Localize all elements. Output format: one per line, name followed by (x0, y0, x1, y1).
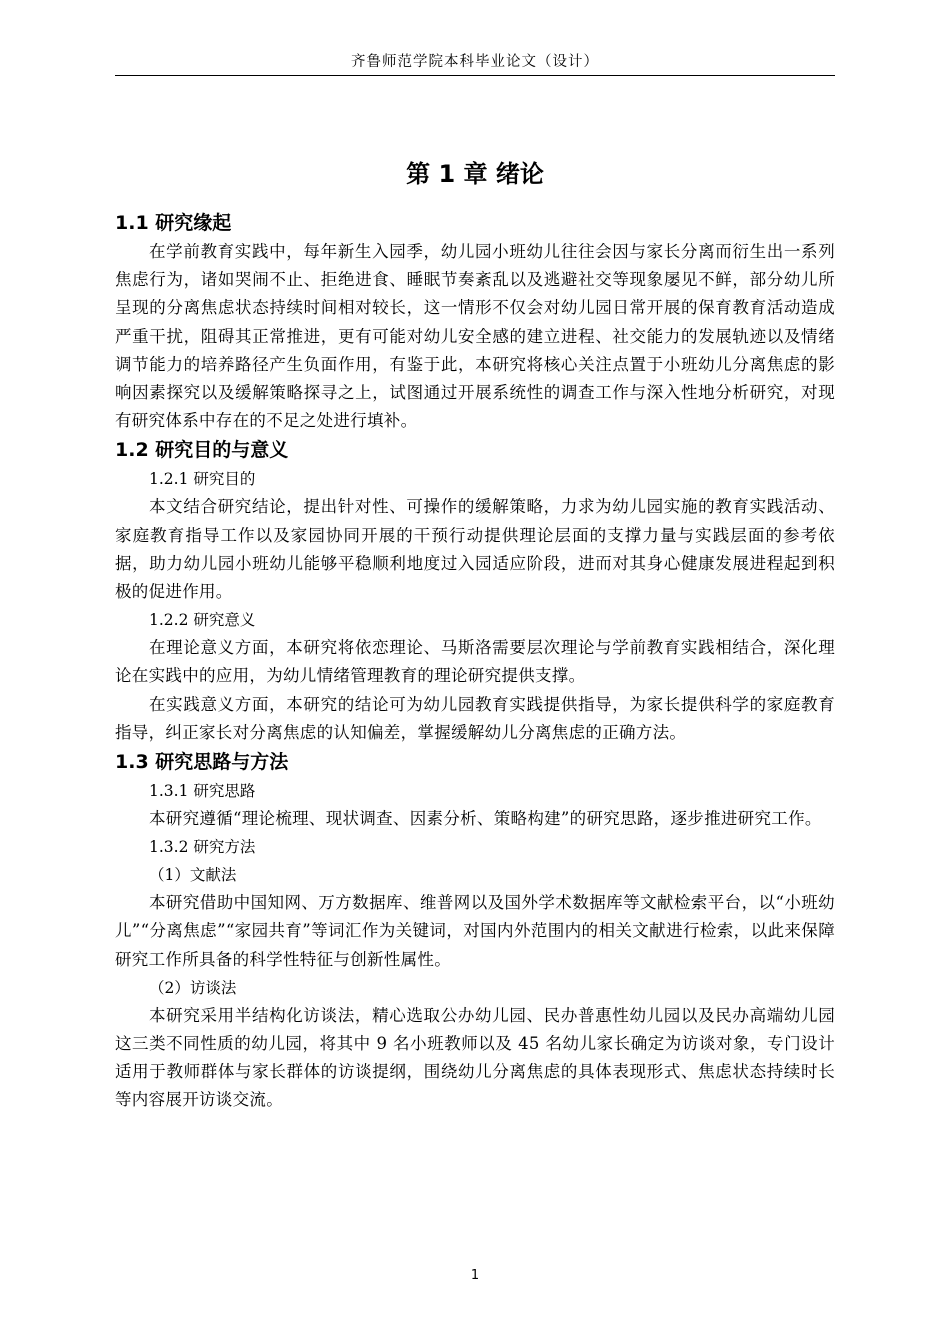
chapter-title: 第 1 章 绪论 (406, 160, 544, 188)
subsection-heading-1-3-2: 1.3.2 研究方法 (149, 838, 256, 857)
method-heading-literature: （1）文献法 (149, 866, 237, 885)
paragraph: 本研究借助中国知网、万方数据库、维普网以及国外学术数据库等文献检索平台，以“小班幼儿”“分离焦虑”“家园共育”等词汇作为关键词，对国内外范围内的相关文献进行检索，以此来保障研究工作所具备的科学性特征与创新性属性。 (115, 893, 835, 969)
method-heading-interview: （2）访谈法 (149, 978, 237, 997)
page-body (115, 154, 835, 1115)
header-rule (115, 75, 835, 76)
section-heading-1-2: 1.2 研究目的与意义 (115, 439, 289, 462)
paragraph: 在学前教育实践中，每年新生入园季，幼儿园小班幼儿往往会因与家长分离而衍生出一系列焦虑行为，诸如哭闹不止、拒绝进食、睡眠节奏紊乱以及逃避社交等现象屡见不鲜，部分幼儿所呈现的分离焦虑状态持续时间相对较长，这一情形不仅会对幼儿园日常开展的保育教育活动造成严重干扰，阻碍其正常推进，更有可能对幼儿安全感的建立进程、社交能力的发展轨迹以及情绪调节能力的培养路径产生负面作用，有鉴于此，本研究将核心关注点置于小班幼儿分离焦虑的影响因素探究以及缓解策略探寻之上，试图通过开展系统性的调查工作与深入性地分析研究，对现有研究体系中存在的不足之处进行填补。 (115, 242, 835, 431)
subsection-heading-1-2-2: 1.2.2 研究意义 (149, 611, 256, 630)
page-number: 1 (470, 1268, 480, 1283)
subsection-heading-1-3-1: 1.3.1 研究思路 (149, 782, 256, 801)
paragraph: 本研究采用半结构化访谈法，精心选取公办幼儿园、民办普惠性幼儿园以及民办高端幼儿园这三类不同性质的幼儿园，将其中 9 名小班教师以及 45 名幼儿家长确定为访谈对象，专门设计适用于教师群体与家长群体的访谈提纲，围绕幼儿分离焦虑的具体表现形式、焦虑状态持续时长等内容展开访谈交流。 (115, 1005, 835, 1110)
paragraph: 本研究遵循“理论梳理、现状调查、因素分析、策略构建”的研究思路，逐步推进研究工作。 (149, 809, 822, 829)
subsection-heading-1-2-1: 1.2.1 研究目的 (149, 470, 256, 489)
paragraph: 本文结合研究结论，提出针对性、可操作的缓解策略，力求为幼儿园实施的教育实践活动、家庭教育指导工作以及家园协同开展的干预行动提供理论层面的支撑力量与实践层面的参考依据，助力幼儿园小班幼儿能够平稳顺利地度过入园适应阶段，进而对其身心健康发展进程起到积极的促进作用。 (115, 497, 835, 602)
section-heading-1-1: 1.1 研究缘起 (115, 212, 232, 234)
paragraph: 在实践意义方面，本研究的结论可为幼儿园教育实践提供指导，为家长提供科学的家庭教育指导，纠正家长对分离焦虑的认知偏差，掌握缓解幼儿分离焦虑的正确方法。 (115, 694, 835, 742)
paragraph: 在理论意义方面，本研究将依恋理论、马斯洛需要层次理论与学前教育实践相结合，深化理论在实践中的应用，为幼儿情绪管理教育的理论研究提供支撑。 (115, 638, 835, 686)
section-heading-1-3: 1.3 研究思路与方法 (115, 751, 289, 774)
running-header: 齐鲁师范学院本科毕业论文（设计） (351, 54, 599, 70)
